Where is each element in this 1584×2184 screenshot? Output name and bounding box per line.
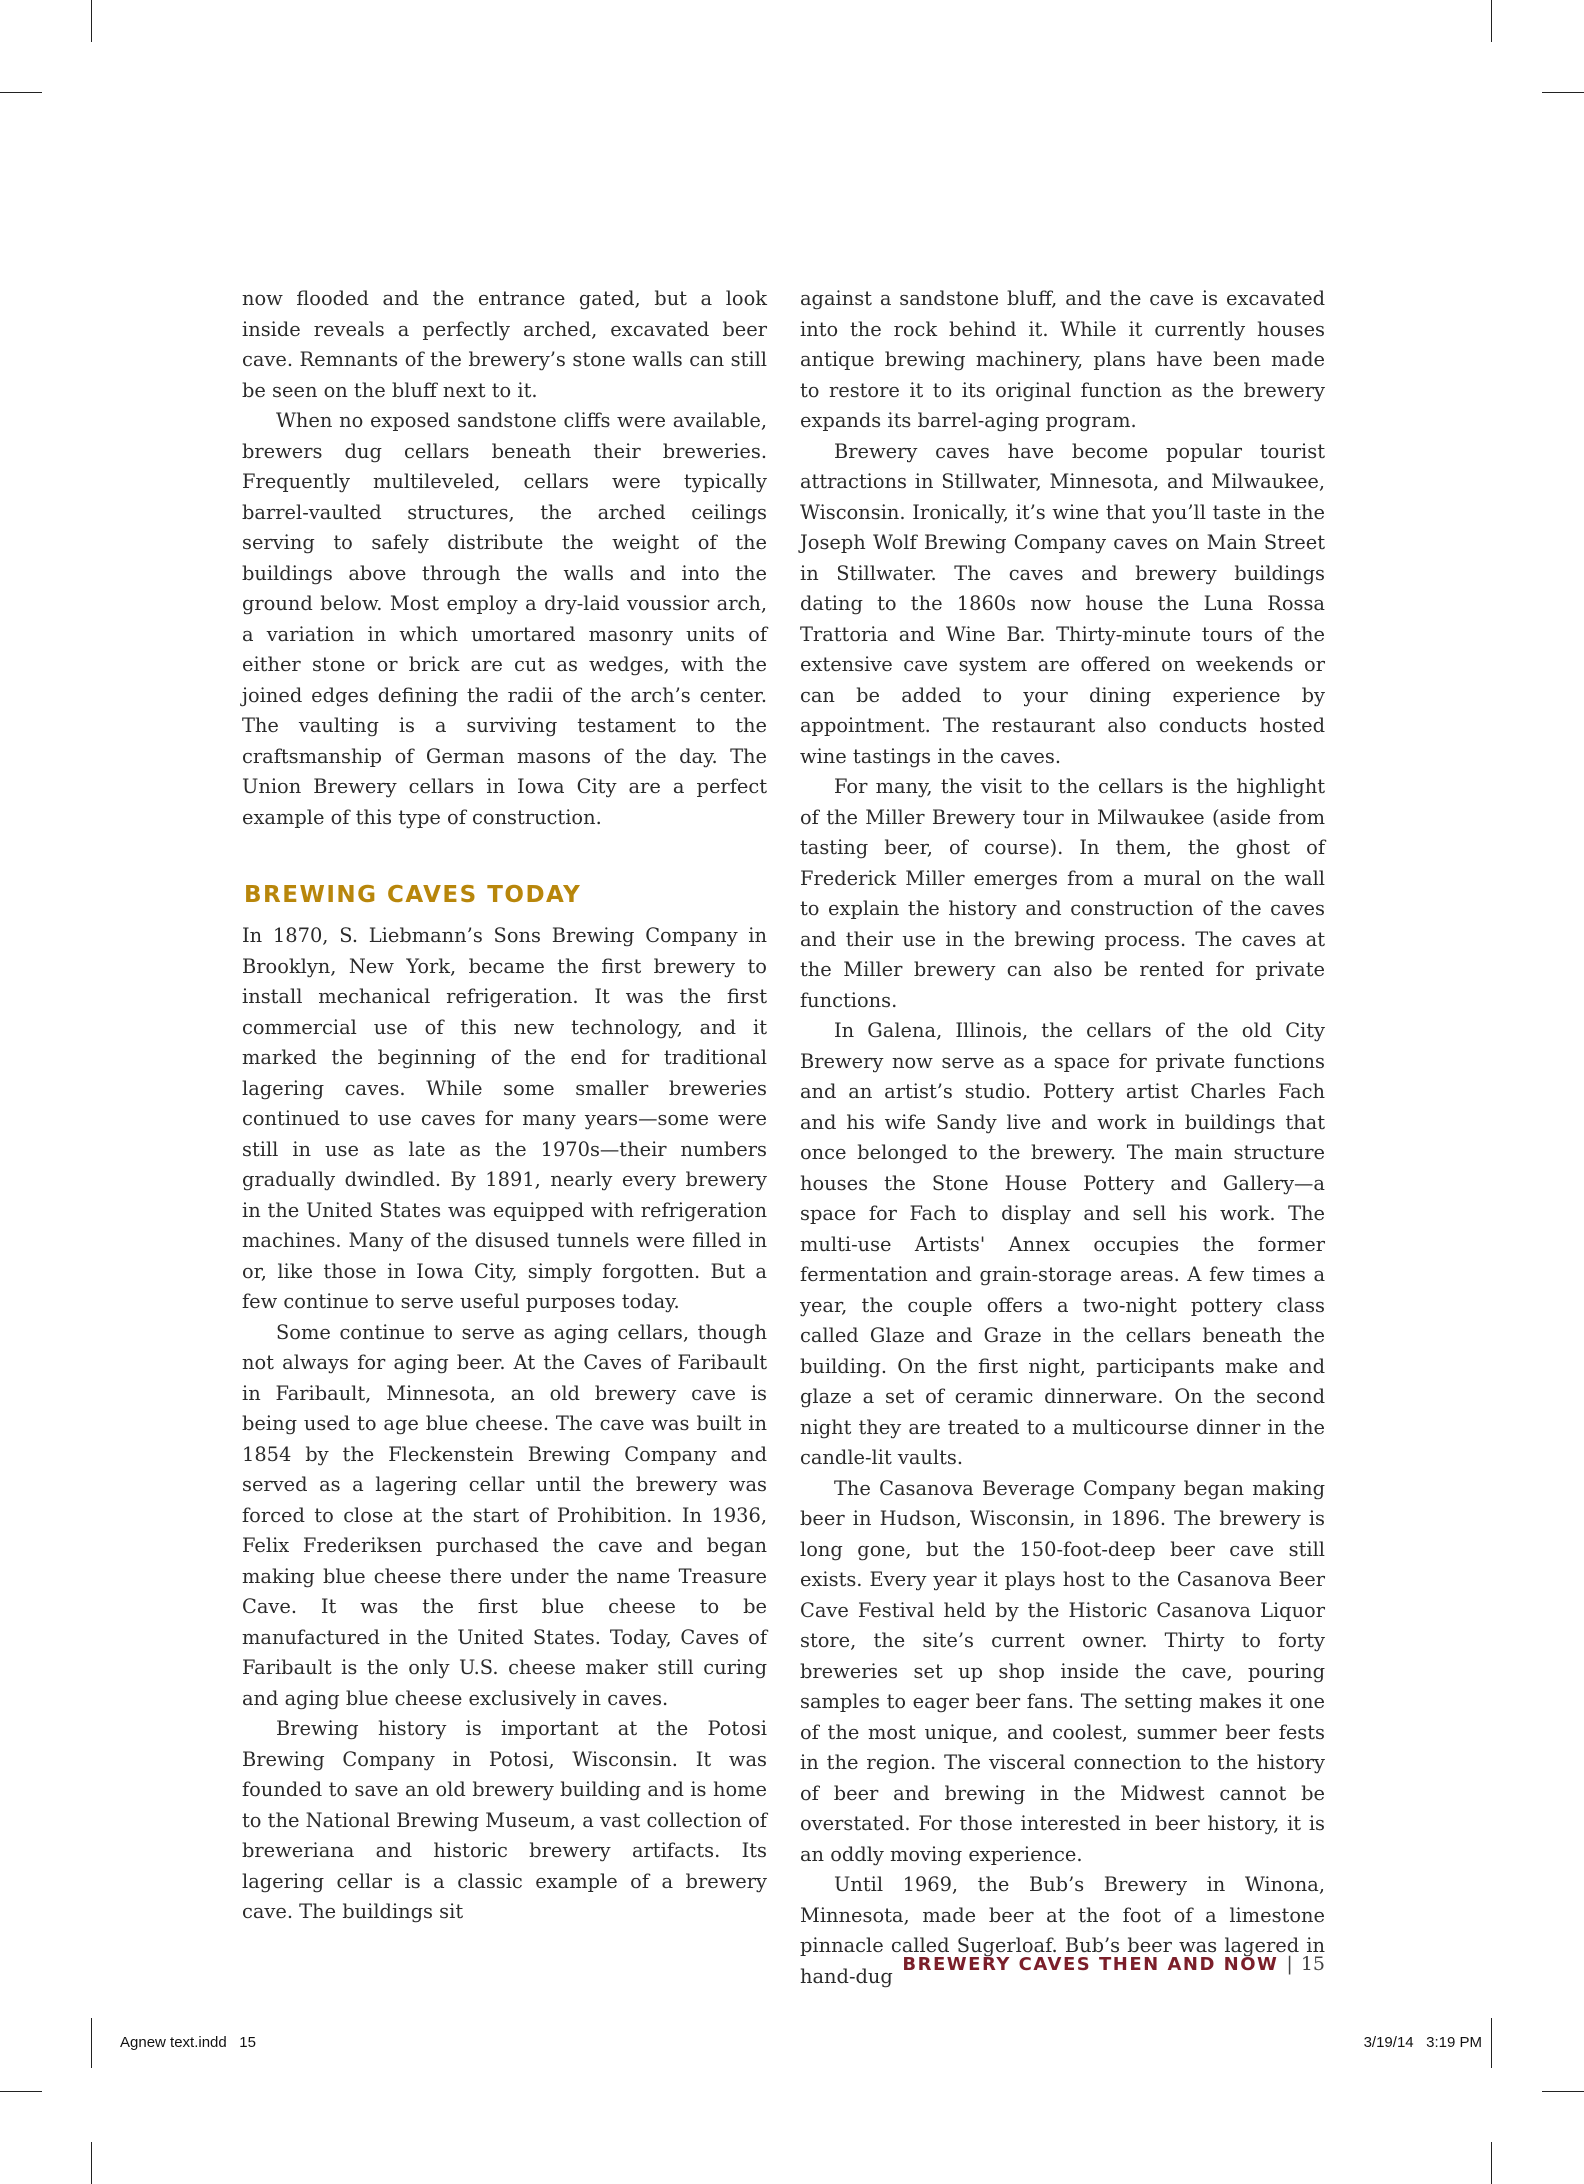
slug-timestamp: 3/19/14 3:19 PM bbox=[1363, 2034, 1482, 2051]
body-paragraph: Brewery caves have become popular tourist attractions in Stillwater, Minnesota, and Milwaukee, Wisconsin. Ironically, it’s wine that you’ll taste in the Joseph Wolf Brewing Company caves on Main Street in Stillwater. The caves and brewery buildings dating to the 1860s now house the Luna Rossa Trattoria and Wine Bar. Thirty-minute tours of the extensive cave system are offered on weekends or can be added to your dining experience by appointment. The restaurant also conducts hosted wine tastings in the caves. bbox=[800, 439, 1325, 768]
crop-mark-top-left-h bbox=[0, 92, 42, 93]
body-paragraph: In 1870, S. Liebmann’s Sons Brewing Company in Brooklyn, New York, became the first brewery to install mechanical refrigeration. It was the first commercial use of this new technology, and it marked the beginning of the end for traditional lagering caves. While some smaller breweries continued to use caves for many years—some were still in use as late as the 1970s—their numbers gradually dwindled. By 1891, nearly every brewery in the United States was equipped with refrigeration machines. Many of the disused tunnels were filled in or, like those in Iowa City, simply forgotten. But a few continue to serve useful purposes today. bbox=[242, 924, 767, 1313]
body-paragraph: now flooded and the entrance gated, but a look inside reveals a perfectly arched, excavated beer cave. Remnants of the brewery’s stone walls can still be seen on the bluff next to it. bbox=[242, 287, 767, 402]
crop-mark-bottom-right-h bbox=[1542, 2091, 1584, 2092]
footer-separator: | bbox=[1286, 1953, 1293, 1975]
crop-mark-top-right bbox=[1491, 0, 1492, 42]
crop-mark-bottom-left bbox=[91, 2142, 92, 2184]
crop-mark-bottom-right bbox=[1491, 2142, 1492, 2184]
slug-divider-right bbox=[1491, 2018, 1492, 2068]
body-paragraph: For many, the visit to the cellars is the highlight of the Miller Brewery tour in Milwaukee (aside from tasting beer, of course). In them, the ghost of Frederick Miller emerges from a mural on the wall to explain the history and construction of the caves and their use in the brewing process. The caves at the Miller brewery can also be rented for private functions. bbox=[800, 775, 1325, 1012]
body-paragraph: Until 1969, the Bub’s Brewery in Winona, Minnesota, made beer at the foot of a limestone pinnacle called Sugerloaf. Bub’s beer was lagered in hand-dug bbox=[800, 1873, 1325, 1988]
page-number: 15 bbox=[1300, 1953, 1325, 1975]
running-footer bbox=[800, 1952, 1325, 1977]
crop-mark-top-left bbox=[91, 0, 92, 42]
body-paragraph: In Galena, Illinois, the cellars of the old City Brewery now serve as a space for private functions and an artist’s studio. Pottery artist Charles Fach and his wife Sandy live and work in buildings that once belonged to the brewery. The main structure houses the Stone House Pottery and Gallery—a space for Fach to display and sell his work. The multi-use Artists' Annex occupies the former fermentation and grain-storage areas. A few times a year, the couple offers a two-night pottery class called Glaze and Graze in the cellars beneath the building. On the first night, participants make and glaze a set of ceramic dinnerware. On the second night they are treated to a multicourse dinner in the candle-lit vaults. bbox=[800, 1019, 1325, 1469]
slug-divider-left bbox=[91, 2018, 92, 2068]
left-text-column bbox=[242, 284, 767, 1928]
crop-mark-top-right-h bbox=[1542, 92, 1584, 93]
slug-filename: Agnew text.indd 15 bbox=[120, 2034, 256, 2051]
body-paragraph: When no exposed sandstone cliffs were available, brewers dug cellars beneath their breweries. Frequently multileveled, cellars were typically barrel-vaulted structures, the arched ceilings serving to safely distribute the weight of the buildings above through the walls and into the ground below. Most employ a dry-laid voussior arch, a variation in which umortared masonry units of either stone or brick are cut as wedges, with the joined edges defining the radii of the arch’s center. The vaulting is a surviving testament to the craftsmanship of German masons of the day. The Union Brewery cellars in Iowa City are a perfect example of this type of construction. bbox=[242, 409, 767, 829]
body-paragraph: against a sandstone bluff, and the cave is excavated into the rock behind it. While it currently houses antique brewing machinery, plans have been made to restore it to its original function as the brewery expands its barrel-aging program. bbox=[800, 287, 1325, 432]
body-paragraph: Brewing history is important at the Potosi Brewing Company in Potosi, Wisconsin. It was founded to save an old brewery building and is home to the National Brewing Museum, a vast collection of breweriana and historic brewery artifacts. Its lagering cellar is a classic example of a brewery cave. The buildings sit bbox=[242, 1717, 767, 1923]
body-paragraph: Some continue to serve as aging cellars, though not always for aging beer. At the Caves of Faribault in Faribault, Minnesota, an old brewery cave is being used to age blue cheese. The cave was built in 1854 by the Fleckenstein Brewing Company and served as a lagering cellar until the brewery was forced to close at the start of Prohibition. In 1936, Felix Frederiksen purchased the cave and began making blue cheese there under the name Treasure Cave. It was the first blue cheese to be manufactured in the United States. Today, Caves of Faribault is the only U.S. cheese maker still curing and aging blue cheese exclusively in caves. bbox=[242, 1320, 767, 1710]
body-paragraph: The Casanova Beverage Company began making beer in Hudson, Wisconsin, in 1896. The brewery is long gone, but the 150-foot-deep beer cave still exists. Every year it plays host to the Casanova Beer Cave Festival held by the Historic Casanova Liquor store, the site’s current owner. Thirty to forty breweries set up shop inside the cave, pouring samples to eager beer fans. The setting makes it one of the most unique, and coolest, summer beer fests in the region. The visceral connection to the history of beer and brewing in the Midwest cannot be overstated. For those interested in beer history, it is an oddly moving experience. bbox=[800, 1476, 1325, 1866]
running-title: BREWERY CAVES THEN AND NOW bbox=[902, 1954, 1279, 1975]
section-heading: BREWING CAVES TODAY bbox=[244, 882, 582, 908]
crop-mark-bottom-left-h bbox=[0, 2091, 42, 2092]
right-text-column bbox=[800, 284, 1325, 1992]
